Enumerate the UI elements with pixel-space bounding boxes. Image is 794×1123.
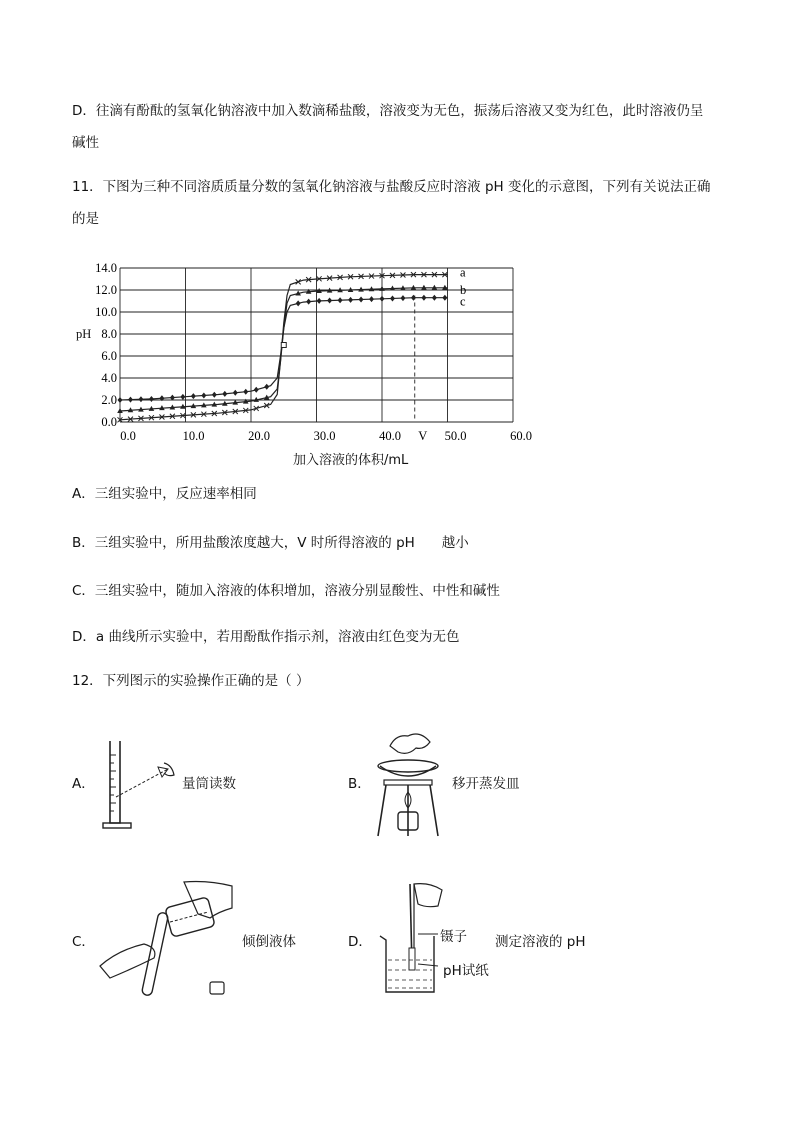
series-marker-c [191,393,196,399]
x-tick-label: V [418,429,428,443]
ph-titration-chart [0,0,794,480]
y-tick-label: 2.0 [101,393,117,407]
series-label-a: a [460,265,466,280]
q11-option-c: C．三组实验中，随加入溶液的体积增加，溶液分别显酸性、中性和碱性 [72,583,500,599]
series-label-b: b [460,282,467,297]
series-marker-c [180,394,185,400]
ph-test-icon [372,878,452,998]
series-marker-c [338,297,343,303]
series-marker-c [138,396,143,402]
q12-c-letter: C． [72,934,95,950]
series-marker-c [380,296,385,302]
series-marker-c [254,387,259,393]
series-marker-c [442,295,447,301]
q12-b-letter: B． [348,776,371,792]
series-marker-c [369,296,374,302]
series-line-b [120,288,448,411]
q12-d-letter: D． [348,934,372,950]
series-marker-c [432,295,437,301]
series-marker-c [400,295,405,301]
equivalence-point [281,343,286,348]
series-marker-c [296,300,301,306]
q12-b-caption: 移开蒸发皿 [452,776,520,792]
series-marker-c [348,297,353,303]
tweezers-label: 镊子 [440,929,467,945]
x-tick-label: 20.0 [248,429,270,443]
q12-stem: 12．下列图示的实验操作正确的是（ ） [72,673,310,689]
series-marker-c [128,397,133,403]
q12-a-caption: 量筒读数 [182,776,236,792]
series-marker-c [233,390,238,396]
x-tick-label: 0.0 [120,429,136,443]
y-tick-label: 0.0 [101,415,117,429]
y-tick-label: 6.0 [101,349,117,363]
q12-c-caption: 倾倒液体 [242,934,296,950]
q11-stem-line2: 的是 [72,211,99,227]
y-tick-label: 4.0 [101,371,117,385]
x-tick-label: 40.0 [379,429,401,443]
q12-d-caption: 测定溶液的 pH [495,934,586,950]
series-label-c: c [460,294,466,309]
series-marker-c [317,298,322,304]
x-tick-label: 30.0 [313,429,336,443]
x-tick-label: 60.0 [510,429,532,443]
series-line-c [120,298,448,400]
y-tick-label: 12.0 [95,283,117,297]
q11-option-b: B．三组实验中，所用盐酸浓度越大，V 时所得溶液的 pH 越小 [72,535,469,551]
series-marker-c [212,392,217,398]
q11-option-a: A．三组实验中，反应速率相同 [72,486,257,502]
series-marker-c [421,295,426,301]
q11-option-d: D．a 曲线所示实验中，若用酚酞作指示剂，溶液由红色变为无色 [72,629,460,645]
ph-paper-label: pH试纸 [443,963,489,979]
evaporating-dish-icon [372,728,452,838]
q11-stem-line1: 11．下图为三种不同溶质质量分数的氢氧化钠溶液与盐酸反应时溶液 pH 变化的示意图，下列有关说法正确 [72,179,711,195]
pouring-liquid-icon [98,878,238,998]
series-marker-c [306,299,311,305]
y-tick-label: 8.0 [101,327,117,341]
series-marker-c [222,391,227,397]
y-tick-label: 10.0 [95,305,117,319]
series-marker-c [243,389,248,395]
x-tick-label: 50.0 [444,429,467,443]
series-marker-c [327,298,332,304]
x-tick-label: 10.0 [182,429,205,443]
series-marker-c [149,396,154,402]
y-axis-label: pH [76,327,92,341]
q12-a-letter: A． [72,776,95,792]
series-marker-c [264,384,269,390]
y-tick-label: 14.0 [95,261,117,275]
graduated-cylinder-icon [98,735,178,835]
series-marker-c [118,397,123,403]
series-marker-c [390,295,395,301]
series-marker-c [201,392,206,398]
q10-option-d-line1: D．往滴有酚酞的氢氧化钠溶液中加入数滴稀盐酸，溶液变为无色，振荡后溶液又变为红色，此时溶液仍呈 [72,103,704,119]
series-marker-c [359,297,364,303]
q10-option-d-line2: 碱性 [72,135,99,151]
x-axis-label: 加入溶液的体积/mL [293,453,409,468]
